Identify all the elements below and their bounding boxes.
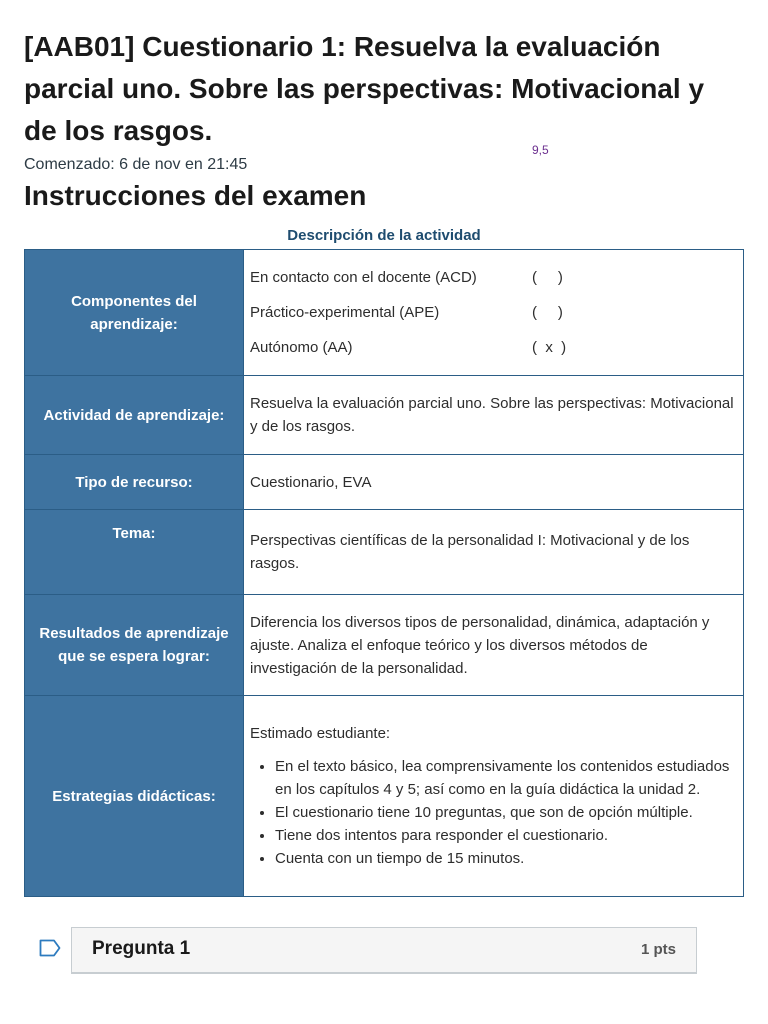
list-item: • El cuestionario tiene 10 preguntas, que son de opción múltiple. <box>275 801 737 824</box>
list-item: • Tiene dos intentos para responder el cuestionario. <box>275 824 737 847</box>
table-row <box>25 696 744 897</box>
component-mark: ( x ) <box>532 339 567 356</box>
table-row <box>25 595 744 696</box>
quiz-score: 9,5 <box>532 143 549 157</box>
strategies-label: Estrategias didácticas: <box>25 696 244 897</box>
components-value <box>244 250 744 376</box>
topic-label: Tema: <box>25 510 244 595</box>
list-item: • En el texto básico, lea comprensivamente los contenidos estudiados en los capítulos 4 y 5; así como en la guía didáctica la unidad 2. <box>275 755 737 801</box>
instructions-heading: Instrucciones del examen <box>24 180 367 211</box>
outcomes-value: Diferencia los diversos tipos de personalidad, dinámica, adaptación y ajuste. Analiza el enfoque teórico y los diversos métodos de investigación de la personalidad. <box>244 595 744 696</box>
flag-outline-icon[interactable] <box>39 938 61 958</box>
resource-type-value: Cuestionario, EVA <box>244 455 744 510</box>
activity-description-table <box>24 249 744 897</box>
component-name: Autónomo (AA) <box>250 339 353 356</box>
quiz-title: [AAB01] Cuestionario 1: Resuelva la evaluación parcial uno. Sobre las perspectivas: Motivacional y de los rasgos. <box>24 31 705 146</box>
question-header <box>71 927 697 974</box>
table-row <box>25 510 744 595</box>
component-name: Práctico-experimental (APE) <box>250 304 440 321</box>
table-row <box>25 455 744 510</box>
table-row <box>25 376 744 455</box>
component-name: En contacto con el docente (ACD) <box>250 269 477 286</box>
resource-type-label: Tipo de recurso: <box>25 455 244 510</box>
started-timestamp: Comenzado: 6 de nov en 21:45 <box>24 156 248 173</box>
strategies-intro: Estimado estudiante: <box>250 725 391 742</box>
activity-value: Resuelva la evaluación parcial uno. Sobre las perspectivas: Motivacional y de los rasgos. <box>244 376 744 455</box>
question-points: 1 pts <box>640 941 676 958</box>
component-item <box>250 260 737 295</box>
component-mark: ( ) <box>532 269 563 286</box>
activity-label: Actividad de aprendizaje: <box>25 376 244 455</box>
component-mark: ( ) <box>532 304 563 321</box>
table-row <box>25 250 744 376</box>
table-caption: Descripción de la actividad <box>287 227 481 244</box>
outcomes-label: Resultados de aprendizaje que se espera lograr: <box>25 595 244 696</box>
component-item <box>250 295 737 330</box>
strategies-list <box>250 755 737 870</box>
topic-value: Perspectivas científicas de la personalidad I: Motivacional y de los rasgos. <box>244 510 744 595</box>
strategies-value <box>244 696 744 897</box>
component-item <box>250 330 737 365</box>
question-title: Pregunta 1 <box>92 938 191 959</box>
list-item: • Cuenta con un tiempo de 15 minutos. <box>275 847 737 870</box>
components-label: Componentes del aprendizaje: <box>25 250 244 376</box>
